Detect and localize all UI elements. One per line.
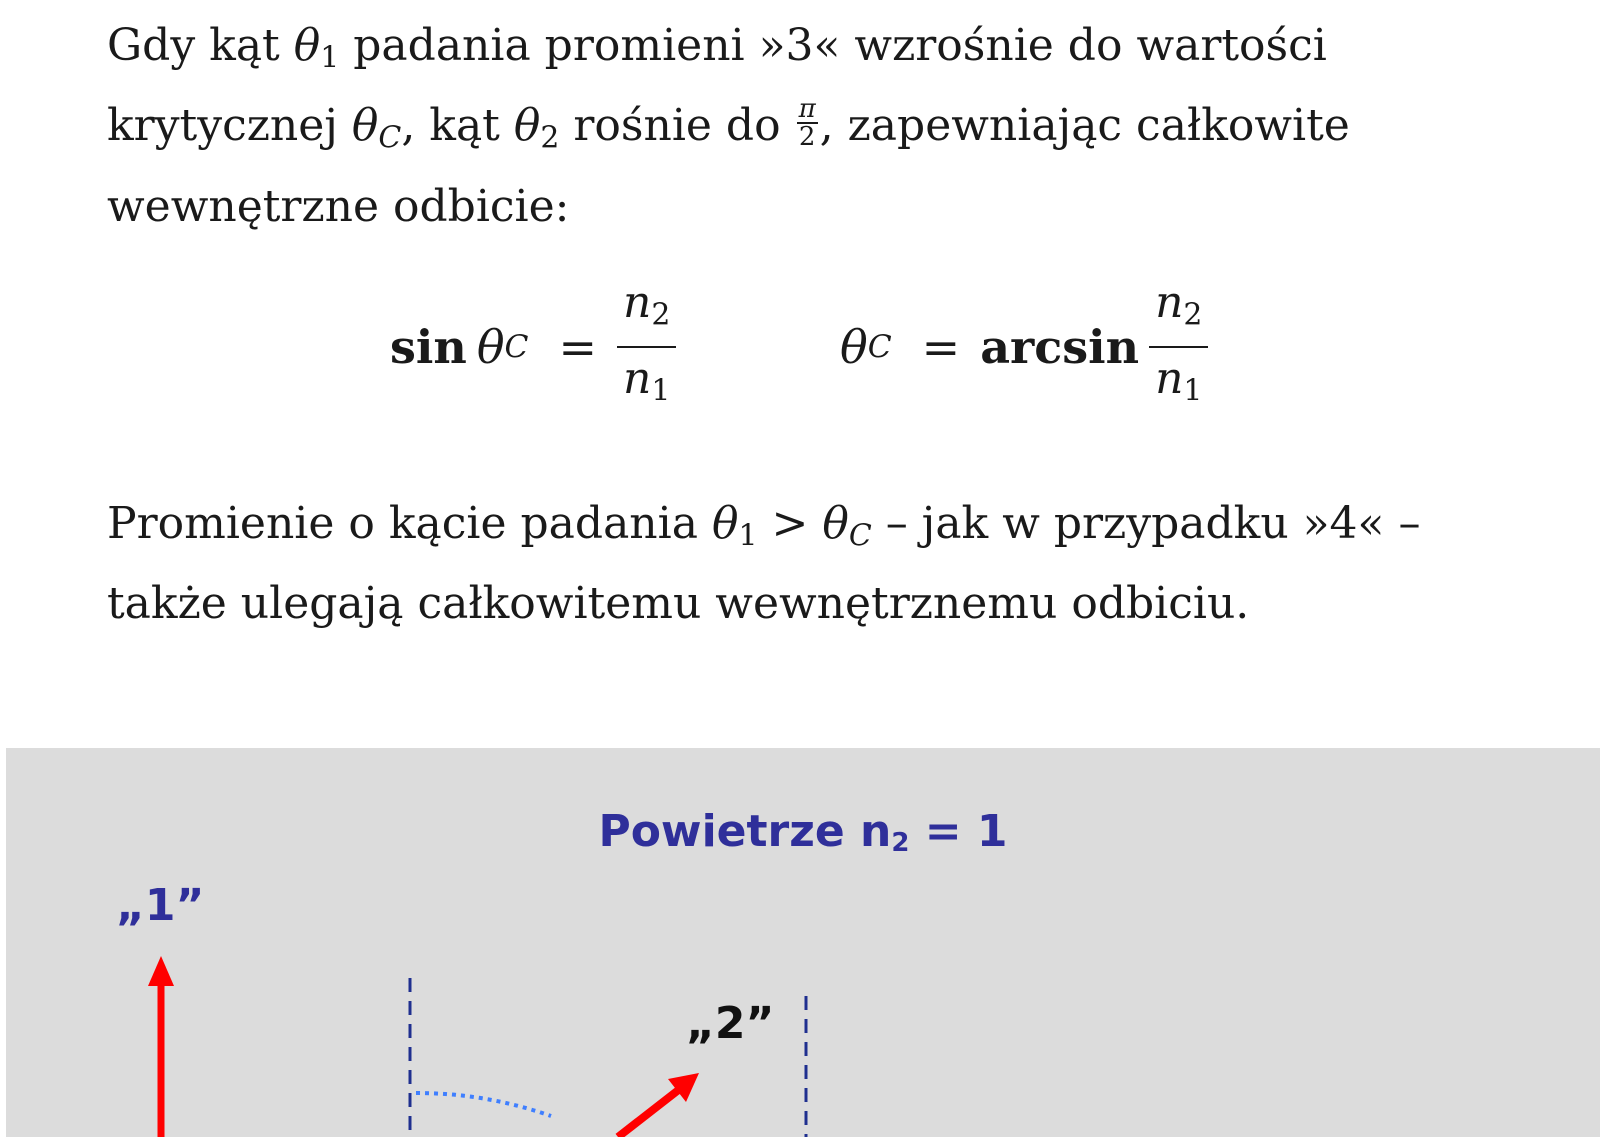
text: Promienie o kącie padania <box>107 498 712 549</box>
n-symbol: n <box>1155 353 1184 404</box>
paragraph-critical-angle <box>107 12 1507 241</box>
subscript: 1 <box>738 518 758 554</box>
subscript: 1 <box>320 40 340 76</box>
subscript: 1 <box>651 373 671 409</box>
text: , zapewniając całkowite wewnętrzne odbicie: <box>107 100 1350 232</box>
fraction-denominator: 2 <box>798 121 816 152</box>
fraction-n2-n1 <box>1149 278 1208 417</box>
subscript: 1 <box>1183 373 1203 409</box>
n-symbol: n <box>1155 276 1184 328</box>
text: Gdy kąt <box>107 20 294 71</box>
paragraph-total-reflection <box>107 490 1507 638</box>
equation-sin-critical <box>390 276 676 412</box>
sin-function: sin <box>390 320 467 374</box>
subscript: C <box>504 329 529 365</box>
theta-symbol: θ <box>840 320 868 374</box>
subscript: 2 <box>651 297 671 332</box>
medium-label-air <box>6 806 1600 858</box>
text: – jak w przypadku »4« – także ulegają całkowitemu wewnętrznemu odbiciu. <box>107 498 1421 630</box>
text: rośnie do <box>559 100 795 152</box>
ray-2-line <box>618 1088 681 1137</box>
theta-symbol: θ <box>711 498 739 549</box>
title-subscript: 2 <box>891 828 910 859</box>
n-symbol: n <box>623 276 652 328</box>
title-text: = 1 <box>909 806 1008 857</box>
text: , kąt <box>401 100 514 152</box>
title-text: Powietrze n <box>598 806 892 857</box>
pi-over-two-fraction <box>797 93 818 152</box>
fraction-numerator: π <box>798 93 816 124</box>
ray-1-arrowhead <box>148 956 174 986</box>
theta-symbol: θ <box>351 100 379 152</box>
equation-arcsin-critical <box>840 276 1208 412</box>
subscript: 2 <box>540 120 560 156</box>
equals-sign: = <box>921 320 961 374</box>
subscript: C <box>378 120 402 156</box>
theta-symbol: θ <box>822 498 849 549</box>
equals-sign: = <box>558 320 598 374</box>
subscript: 2 <box>1183 297 1203 332</box>
ray-2-label: „2” <box>686 998 775 1049</box>
text: padania promieni »3« wzrośnie do wartości krytycznej <box>107 20 1327 152</box>
n-symbol: n <box>623 353 652 404</box>
arcsin-function: arcsin <box>980 320 1140 374</box>
subscript: C <box>867 329 892 365</box>
equation-row <box>0 276 1600 422</box>
angle-arc <box>416 1093 551 1116</box>
subscript: C <box>848 518 872 554</box>
greater-than-sign: > <box>757 498 823 549</box>
theta-symbol: θ <box>513 100 541 152</box>
theta-symbol: θ <box>476 320 505 374</box>
ray-1-label: „1” <box>116 880 205 931</box>
theta-symbol: θ <box>293 20 321 71</box>
fraction-n2-n1 <box>617 278 676 417</box>
refraction-diagram <box>6 748 1600 1137</box>
